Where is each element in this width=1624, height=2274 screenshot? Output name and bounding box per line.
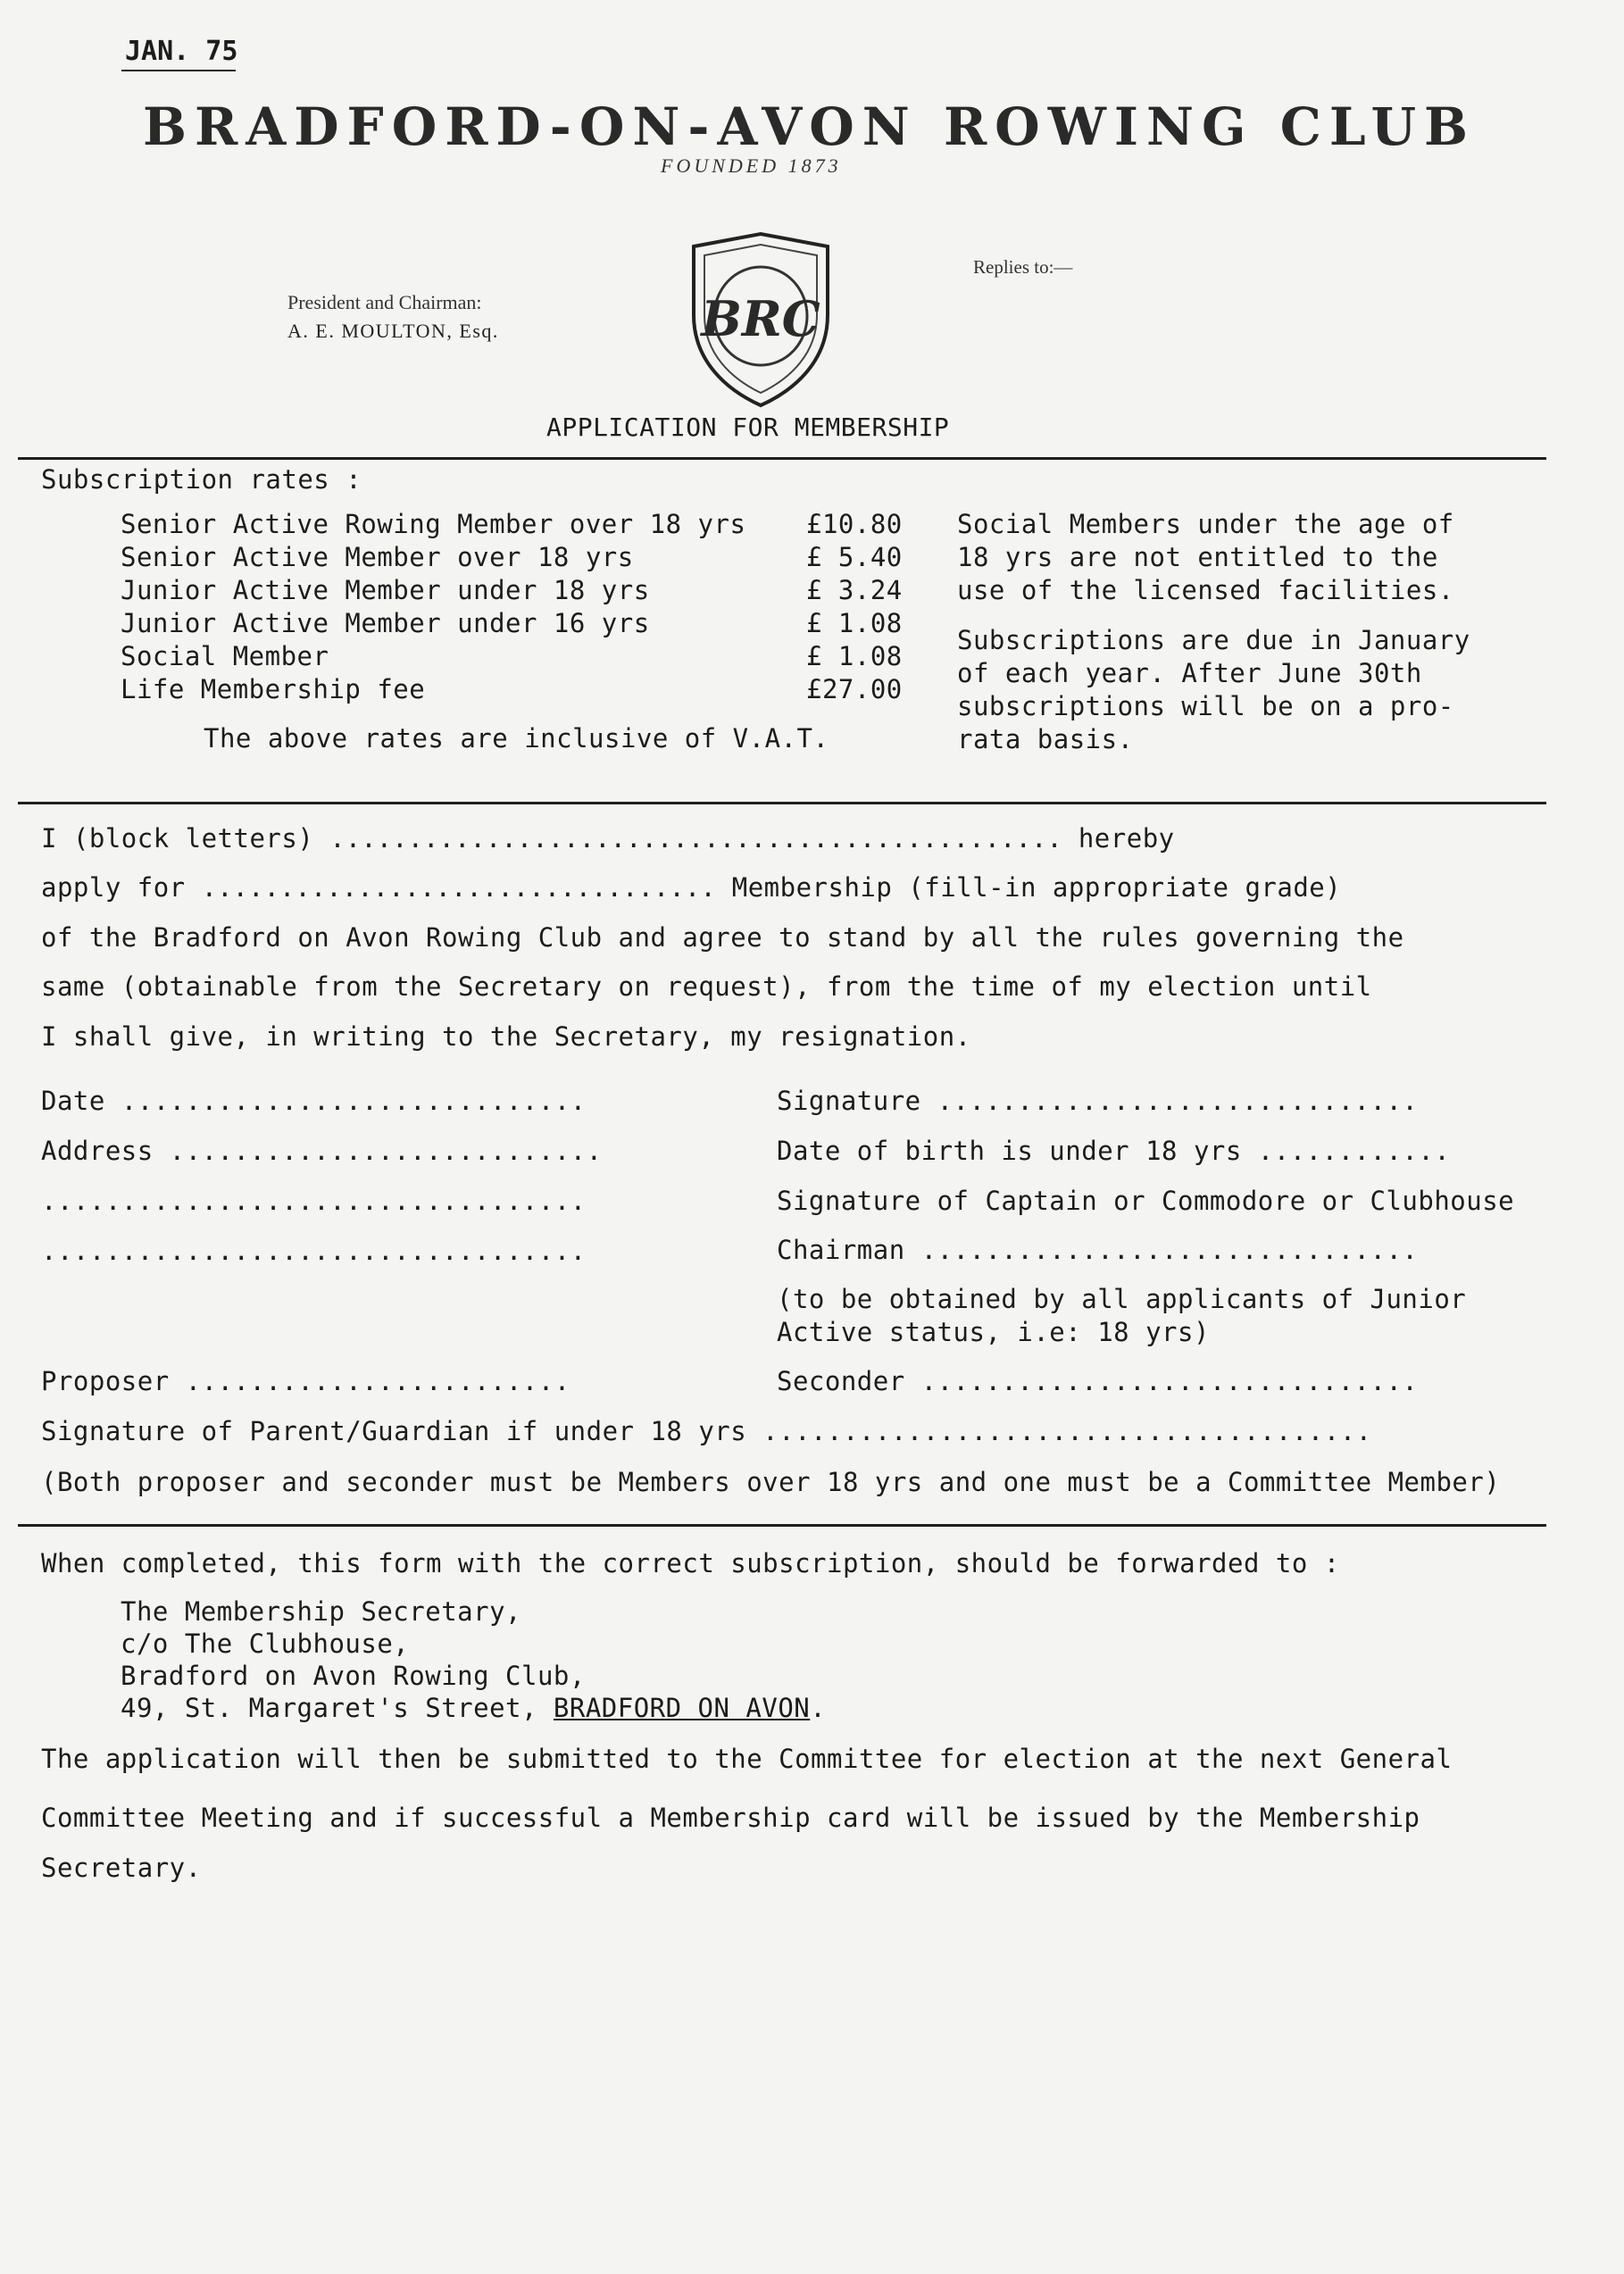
address-line: Bradford on Avon Rowing Club, bbox=[121, 1661, 586, 1691]
block-letters-line bbox=[41, 823, 1175, 854]
address-field[interactable]: Address ........................... bbox=[41, 1136, 603, 1166]
proposer-seconder-note: (Both proposer and seconder must be Members over 18 yrs and one must be a Committee Member) bbox=[41, 1467, 1501, 1497]
fee-category: Social Member bbox=[121, 641, 329, 671]
address-line-3-field[interactable]: .................................. bbox=[41, 1236, 587, 1266]
social-note-line: 18 yrs are not entitled to the bbox=[957, 542, 1438, 572]
fee-category: Junior Active Member under 16 yrs bbox=[121, 608, 650, 638]
address-line: c/o The Clubhouse, bbox=[121, 1628, 410, 1659]
replies-label: Replies to:— bbox=[973, 256, 1073, 278]
president-name: A. E. MOULTON, Esq. bbox=[287, 320, 499, 342]
town-text: BRADFORD ON AVON bbox=[553, 1693, 811, 1723]
club-crest-icon bbox=[680, 230, 841, 409]
president-label: President and Chairman: bbox=[287, 291, 482, 313]
junior-note: Active status, i.e: 18 yrs) bbox=[777, 1317, 1210, 1347]
signature-field[interactable]: Signature .............................. bbox=[777, 1086, 1419, 1116]
junior-note: (to be obtained by all applicants of Junior bbox=[777, 1284, 1467, 1314]
divider-middle bbox=[18, 802, 1546, 804]
hereby-text: hereby bbox=[1062, 823, 1175, 854]
club-name: BRADFORD-ON-AVON ROWING CLUB bbox=[143, 96, 1477, 157]
subscription-heading: Subscription rates : bbox=[41, 464, 362, 495]
apply-for-line bbox=[41, 872, 1341, 903]
due-note-line: Subscriptions are due in January bbox=[957, 625, 1470, 655]
due-note-line: of each year. After June 30th bbox=[957, 658, 1422, 688]
divider-bottom bbox=[18, 1524, 1546, 1527]
fee-amount: £27.00 bbox=[806, 674, 903, 704]
block-letters-label: I (block letters) bbox=[41, 823, 330, 854]
parent-signature-field[interactable]: Signature of Parent/Guardian if under 18 yrs ...................................... bbox=[41, 1416, 1372, 1446]
form-title: APPLICATION FOR MEMBERSHIP bbox=[546, 412, 950, 442]
fee-amount: £ 3.24 bbox=[806, 575, 903, 605]
social-note-line: use of the licensed facilities. bbox=[957, 575, 1454, 605]
chairman-signature-field[interactable]: Chairman ............................... bbox=[777, 1235, 1419, 1265]
closing-text: The application will then be submitted to the Committee for election at the next General bbox=[41, 1744, 1453, 1774]
street-address-line bbox=[121, 1693, 826, 1723]
date-of-birth-field[interactable]: Date of birth is under 18 yrs ............ bbox=[777, 1136, 1451, 1166]
vat-note: The above rates are inclusive of V.A.T. bbox=[204, 723, 829, 754]
divider-top bbox=[18, 457, 1546, 460]
forward-instructions: When completed, this form with the correct subscription, should be forwarded to : bbox=[41, 1548, 1340, 1578]
date-field[interactable]: Date ............................. bbox=[41, 1086, 587, 1116]
fee-category: Life Membership fee bbox=[121, 674, 426, 704]
social-note-line: Social Members under the age of bbox=[957, 509, 1454, 539]
captain-signature-label: Signature of Captain or Commodore or Clubhouse bbox=[777, 1186, 1515, 1216]
fee-category: Senior Active Member over 18 yrs bbox=[121, 542, 634, 572]
fee-amount: £10.80 bbox=[806, 509, 903, 539]
date-tag: JAN. 75 bbox=[125, 36, 238, 67]
fee-amount: £ 1.08 bbox=[806, 608, 903, 638]
membership-grade-text: Membership (fill-in appropriate grade) bbox=[715, 872, 1342, 903]
town-end: . bbox=[810, 1693, 827, 1723]
address-line-2-field[interactable]: .................................. bbox=[41, 1186, 587, 1216]
name-field[interactable]: ............................................... bbox=[329, 823, 1062, 854]
agreement-text: of the Bradford on Avon Rowing Club and agree to stand by all the rules governing the bbox=[41, 922, 1404, 953]
crest-monogram: BRC bbox=[701, 290, 820, 347]
date-underline bbox=[121, 70, 236, 71]
proposer-field[interactable]: Proposer ........................ bbox=[41, 1366, 570, 1396]
apply-for-label: apply for bbox=[41, 872, 202, 903]
fee-amount: £ 1.08 bbox=[806, 641, 903, 671]
due-note-line: rata basis. bbox=[957, 724, 1134, 754]
agreement-text: I shall give, in writing to the Secretary, my resignation. bbox=[41, 1021, 971, 1052]
address-line: The Membership Secretary, bbox=[121, 1596, 521, 1627]
street-text: 49, St. Margaret's Street, bbox=[121, 1693, 554, 1723]
closing-text: Committee Meeting and if successful a Membership card will be issued by the Membership bbox=[41, 1803, 1420, 1833]
fee-category: Junior Active Member under 18 yrs bbox=[121, 575, 650, 605]
fee-category: Senior Active Rowing Member over 18 yrs bbox=[121, 509, 746, 539]
founded-text: FOUNDED 1873 bbox=[661, 154, 842, 177]
due-note-line: subscriptions will be on a pro- bbox=[957, 691, 1454, 721]
grade-field[interactable]: ................................. bbox=[201, 872, 716, 903]
fee-amount: £ 5.40 bbox=[806, 542, 903, 572]
agreement-text: same (obtainable from the Secretary on request), from the time of my election until bbox=[41, 971, 1372, 1002]
closing-text: Secretary. bbox=[41, 1853, 202, 1883]
seconder-field[interactable]: Seconder ............................... bbox=[777, 1366, 1419, 1396]
